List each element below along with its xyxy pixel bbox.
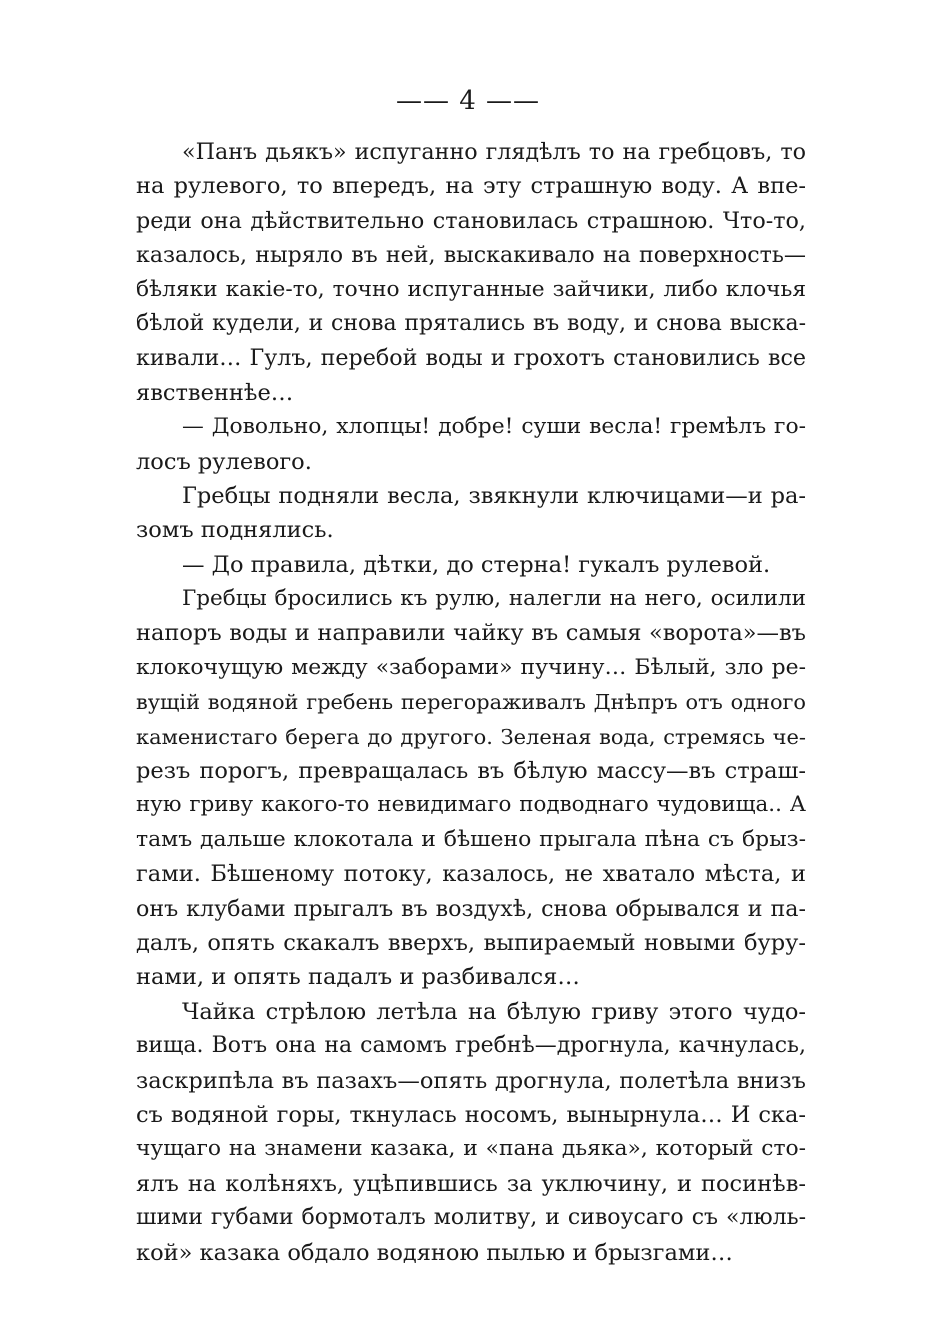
text-line: вущiй водяной гребень перегораживалъ Днѣпръ отъ одного [136, 690, 806, 715]
text-line: далъ, опять скакалъ вверхъ, выпираемый новыми буру- [136, 929, 806, 956]
text-line: Чайка стрѣлою летѣла на бѣлую гриву этого чудо- [182, 998, 806, 1025]
text-line: — До правила, дѣтки, до стерна! гукалъ рулевой. [182, 551, 771, 578]
text-line: Гребцы бросились къ рулю, налегли на него, осилили [182, 586, 806, 612]
text-line: резъ порогъ, превращалась въ бѣлую массу—въ страш- [136, 758, 806, 785]
body-text [136, 135, 806, 1270]
text-line: нами, и опять падалъ и разбивался… [136, 964, 580, 991]
text-line: онъ клубами прыгалъ въ воздухѣ, снова обрывался и па- [136, 895, 806, 922]
text-line: «Панъ дьякъ» испуганно глядѣлъ то на гребцовъ, то [182, 139, 806, 165]
text-line: тамъ дальше клокотала и бѣшено прыгала пѣна съ брыз- [136, 826, 806, 852]
text-line: на рулевого, то впередъ, на эту страшную воду. А впе- [136, 173, 806, 200]
text-line: ную гриву какого-то невидимаго подводнаго чудовища.. А [136, 792, 806, 818]
text-line: зомъ поднялись. [136, 517, 334, 544]
text-line: явственнѣе… [136, 379, 294, 406]
text-line: шими губами бормоталъ молитву, и сивоусаго съ «люль- [136, 1205, 806, 1231]
text-line: напоръ воды и направили чайку въ самыя «ворота»—въ [136, 620, 806, 647]
text-line: лосъ рулевого. [136, 448, 312, 475]
text-line: Гребцы подняли весла, звякнули ключицами—и ра- [182, 482, 806, 509]
text-line: кой» казака обдало водяною пылью и брызгами… [136, 1239, 733, 1266]
text-line: вища. Вотъ она на самомъ гребнѣ—дрогнула, качнулась, [136, 1033, 806, 1059]
text-line: кивали… Гулъ, перебой воды и грохотъ становились все [136, 345, 806, 372]
text-line: — Довольно, хлопцы! добре! суши весла! гремѣлъ го- [182, 414, 806, 440]
text-line: казалось, ныряло въ ней, выскакивало на поверхность— [136, 242, 806, 269]
text-line: реди она дѣйствительно становилась страшною. Что-то, [136, 207, 806, 234]
text-line: каменистаго берега до другого. Зеленая вода, стремясь че- [136, 724, 806, 749]
text-line: съ водяной горы, ткнулась носомъ, вынырнула… И ска- [136, 1101, 806, 1128]
page-number-header: —— 4 —— [395, 86, 541, 116]
text-line: заскрипѣла въ пазахъ—опять дрогнула, полетѣла внизъ [136, 1067, 806, 1094]
text-line: бѣляки какiе-то, точно испуганные зайчики, либо клочья [136, 276, 806, 302]
text-line: клокочущую между «заборами» пучину… Бѣлый, зло ре- [136, 654, 806, 680]
text-line: чущаго на знамени казака, и «пана дьяка», который сто- [136, 1136, 806, 1162]
text-line: гами. Бѣшеному потоку, казалось, не хватало мѣста, и [136, 861, 806, 888]
text-line: ялъ на колѣняхъ, уцѣпившись за уключину, и посинѣв- [136, 1170, 806, 1197]
text-line: бѣлой кудели, и снова прятались въ воду, и снова выска- [136, 310, 806, 336]
